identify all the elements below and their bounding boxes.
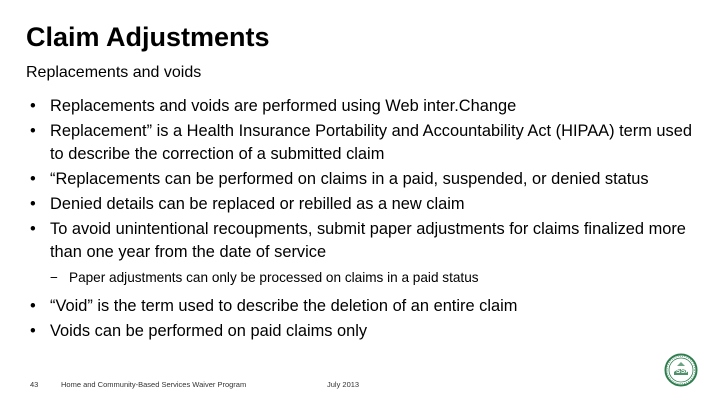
footer-program: Home and Community-Based Services Waiver Program bbox=[61, 380, 247, 389]
bullet-marker: • bbox=[30, 194, 36, 213]
sub-bullet-text: Paper adjustments can only be processed on claims in a paid status bbox=[69, 270, 479, 286]
page-number: 43 bbox=[30, 380, 39, 389]
bullet-marker: • bbox=[30, 122, 36, 141]
bullet-marker: • bbox=[30, 322, 36, 341]
bullet-list bbox=[30, 95, 700, 345]
bullet-text: Replacements and voids are performed using Web inter.Change bbox=[50, 97, 517, 115]
bullet-item bbox=[30, 218, 700, 263]
bullet-text: Replacement” is a Health Insurance Portability and Accountability Act (HIPAA) term used to describe the correction of a submitted claim bbox=[50, 122, 692, 163]
bullet-marker: • bbox=[30, 297, 36, 316]
bullet-marker: • bbox=[30, 97, 36, 115]
bullet-text: Voids can be performed on paid claims only bbox=[50, 322, 368, 341]
bullet-text: “Void” is the term used to describe the deletion of an entire claim bbox=[50, 297, 518, 316]
seal-text: FSSA bbox=[671, 368, 691, 375]
sub-bullet-item bbox=[30, 269, 700, 287]
fssa-seal-icon bbox=[664, 353, 698, 387]
bullet-item bbox=[30, 193, 700, 216]
bullet-item bbox=[30, 120, 700, 165]
footer-date: July 2013 bbox=[327, 380, 360, 389]
bullet-marker: • bbox=[30, 169, 36, 188]
bullet-marker: • bbox=[30, 219, 36, 238]
bullet-item bbox=[30, 168, 700, 191]
slide-title: Claim Adjustments bbox=[26, 22, 270, 52]
bullet-text: To avoid unintentional recoupments, submit paper adjustments for claims finalized more than one year from the date of service bbox=[50, 219, 686, 261]
bullet-text: “Replacements can be performed on claims in a paid, suspended, or denied status bbox=[50, 169, 649, 188]
bullet-text: Denied details can be replaced or rebilled as a new claim bbox=[50, 194, 465, 213]
bullet-item bbox=[30, 295, 700, 318]
bullet-item bbox=[30, 320, 700, 343]
slide-subtitle: Replacements and voids bbox=[26, 64, 202, 81]
bullet-item bbox=[30, 95, 700, 118]
sub-bullet-marker: − bbox=[50, 270, 58, 286]
